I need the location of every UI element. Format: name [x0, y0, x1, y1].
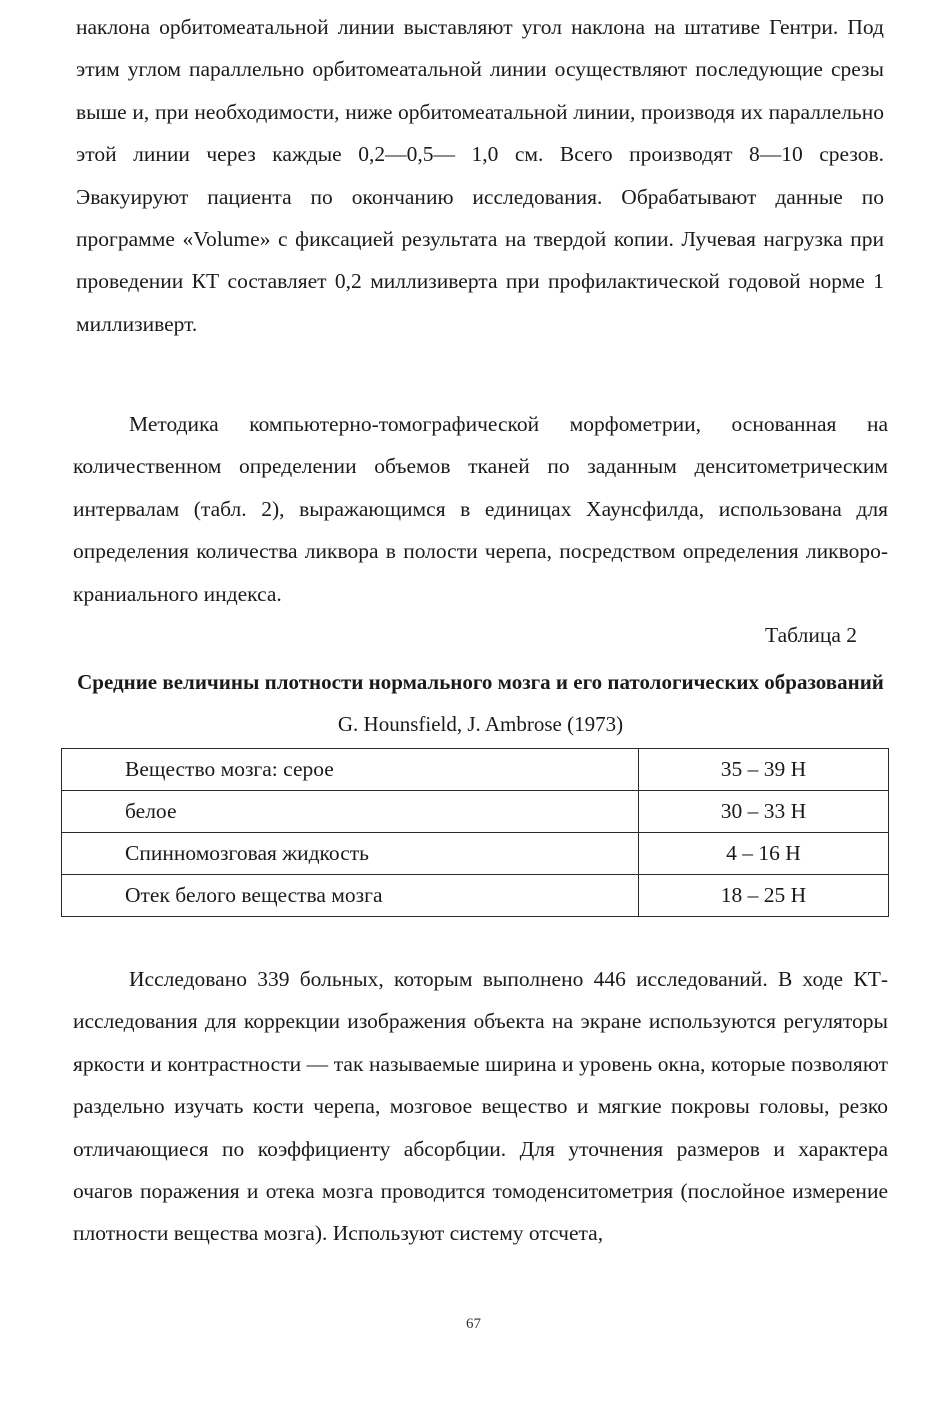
density-table [61, 748, 889, 917]
table-cell-tissue: Вещество мозга: серое [62, 749, 639, 791]
table-row [62, 749, 889, 791]
paragraph-morphometry-method: Методика компьютерно-томографической морфометрии, основанная на количественном определении объемов тканей по заданным денситометрическим интервалам (табл. 2), выражающимся в единицах Хаунсфилда, использована для определения количества ликвора в полости черепа, посредством определения ликворо-краниального индекса. [73, 412, 888, 606]
table-row [62, 791, 889, 833]
table-cell-tissue: белое [62, 791, 639, 833]
table-row [62, 875, 889, 917]
table-row [62, 833, 889, 875]
paragraph-study-results: Исследовано 339 больных, которым выполнено 446 исследований. В ходе КТ-исследования для коррекции изображения объекта на экране используются регуляторы яркости и контрастности — так называемые ширина и уровень окна, которые позволяют раздельно изучать кости черепа, мозговое вещество и мягкие покровы головы, резко отличающиеся по коэффициенту абсорбции. Для уточнения размеров и характера очагов поражения и отека мозга проводится томоденситометрия (послойное измерение плотности вещества мозга). Используют систему отсчета, [73, 967, 888, 1246]
paragraph-ct-procedure: наклона орбитомеатальной линии выставляют угол наклона на штативе Гентри. Под этим углом параллельно орбитомеатальной линии осуществляют последующие срезы выше и, при необходимости, ниже орбитомеатальной линии, производя их параллельно этой линии через каждые 0,2—0,5— 1,0 см. Всего производят 8—10 срезов. Эвакуируют пациента по окончанию исследования. Обрабатывают данные по программе «Volume» с фиксацией результата на твердой копии. Лучевая нагрузка при проведении КТ составляет 0,2 миллизиверта при профилактической годовой норме 1 миллизиверт. [76, 15, 884, 336]
page-number: 67 [466, 1316, 481, 1332]
table-label: Таблица 2 [765, 623, 857, 647]
table-cell-tissue: Спинномозговая жидкость [62, 833, 639, 875]
table-cell-density: 35 – 39 Н [639, 749, 889, 791]
table-cell-density: 4 – 16 Н [639, 833, 889, 875]
table-title-authors: G. Hounsfield, J. Ambrose (1973) [337, 712, 624, 736]
table-title-main: Средние величины плотности нормального мозга и его патологических образований [77, 670, 884, 694]
table-title [73, 661, 888, 745]
table-cell-density: 30 – 33 Н [639, 791, 889, 833]
table-cell-density: 18 – 25 Н [639, 875, 889, 917]
table-cell-tissue: Отек белого вещества мозга [62, 875, 639, 917]
